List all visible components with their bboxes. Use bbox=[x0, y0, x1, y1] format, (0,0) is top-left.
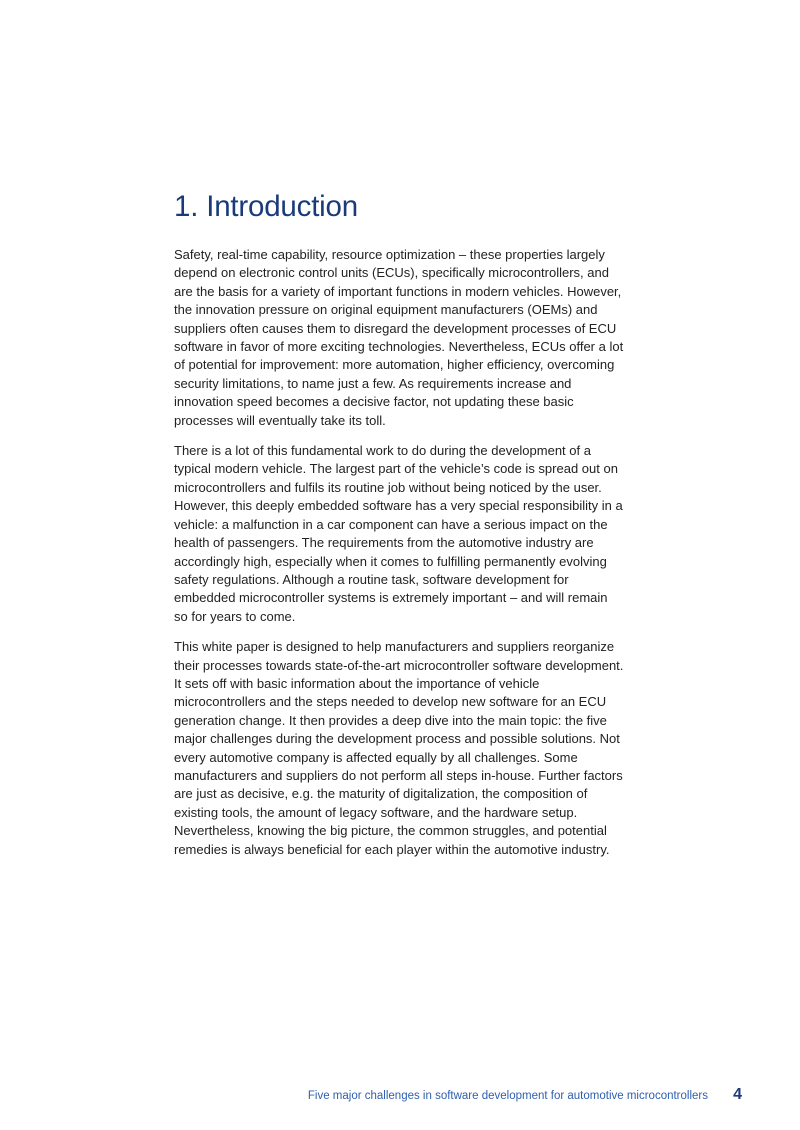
body-paragraph: There is a lot of this fundamental work to do during the development of a typical modern vehicle. The largest part of the vehicle’s code is spread out on microcontrollers and fulfils its routine job without being noticed by the user. However, this deeply embedded software has a very special responsibility in a vehicle: a malfunction in a car component can have a serious impact on the health of passengers. The requirements from the automotive industry are accordingly high, especially when it comes to fulfilling permanently evolving safety regulations. Although a routine task, software development for embedded microcontroller systems is extremely important – and will remain so for years to come. bbox=[174, 443, 623, 624]
page-footer bbox=[0, 1086, 800, 1106]
page-number: 4 bbox=[733, 1086, 742, 1103]
footer-running-title: Five major challenges in software development for automotive microcontrollers bbox=[307, 1090, 708, 1102]
main-content bbox=[174, 190, 624, 871]
section-title: 1. Introduction bbox=[174, 190, 358, 223]
body-paragraph: This white paper is designed to help manufacturers and suppliers reorganize their processes towards state-of-the-art microcontroller software development. It sets off with basic information about the importance of vehicle microcontrollers and the steps needed to develop new software for an ECU generation change. It then provides a deep dive into the main topic: the five major challenges during the development process and possible solutions. Not every automotive company is affected equally by all challenges. Some manufacturers and suppliers do not perform all steps in-house. Further factors are just as decisive, e.g. the maturity of digitalization, the composition of existing tools, the amount of legacy software, and the hardware setup. Nevertheless, knowing the big picture, the common struggles, and potential remedies is always beneficial for each player within the automotive industry. bbox=[174, 639, 624, 857]
body-paragraph: Safety, real-time capability, resource optimization – these properties largely depend on electronic control units (ECUs), specifically microcontrollers, and are the basis for a variety of important functions in modern vehicles. However, the innovation pressure on original equipment manufacturers (OEMs) and suppliers often causes them to disregard the development processes of ECU software in favor of more exciting technologies. Nevertheless, ECUs offer a lot of potential for improvement: more automation, higher efficiency, overcoming security limitations, to name just a few. As requirements increase and innovation speed becomes a decisive factor, not updating these basic processes will eventually take its toll. bbox=[174, 247, 624, 428]
